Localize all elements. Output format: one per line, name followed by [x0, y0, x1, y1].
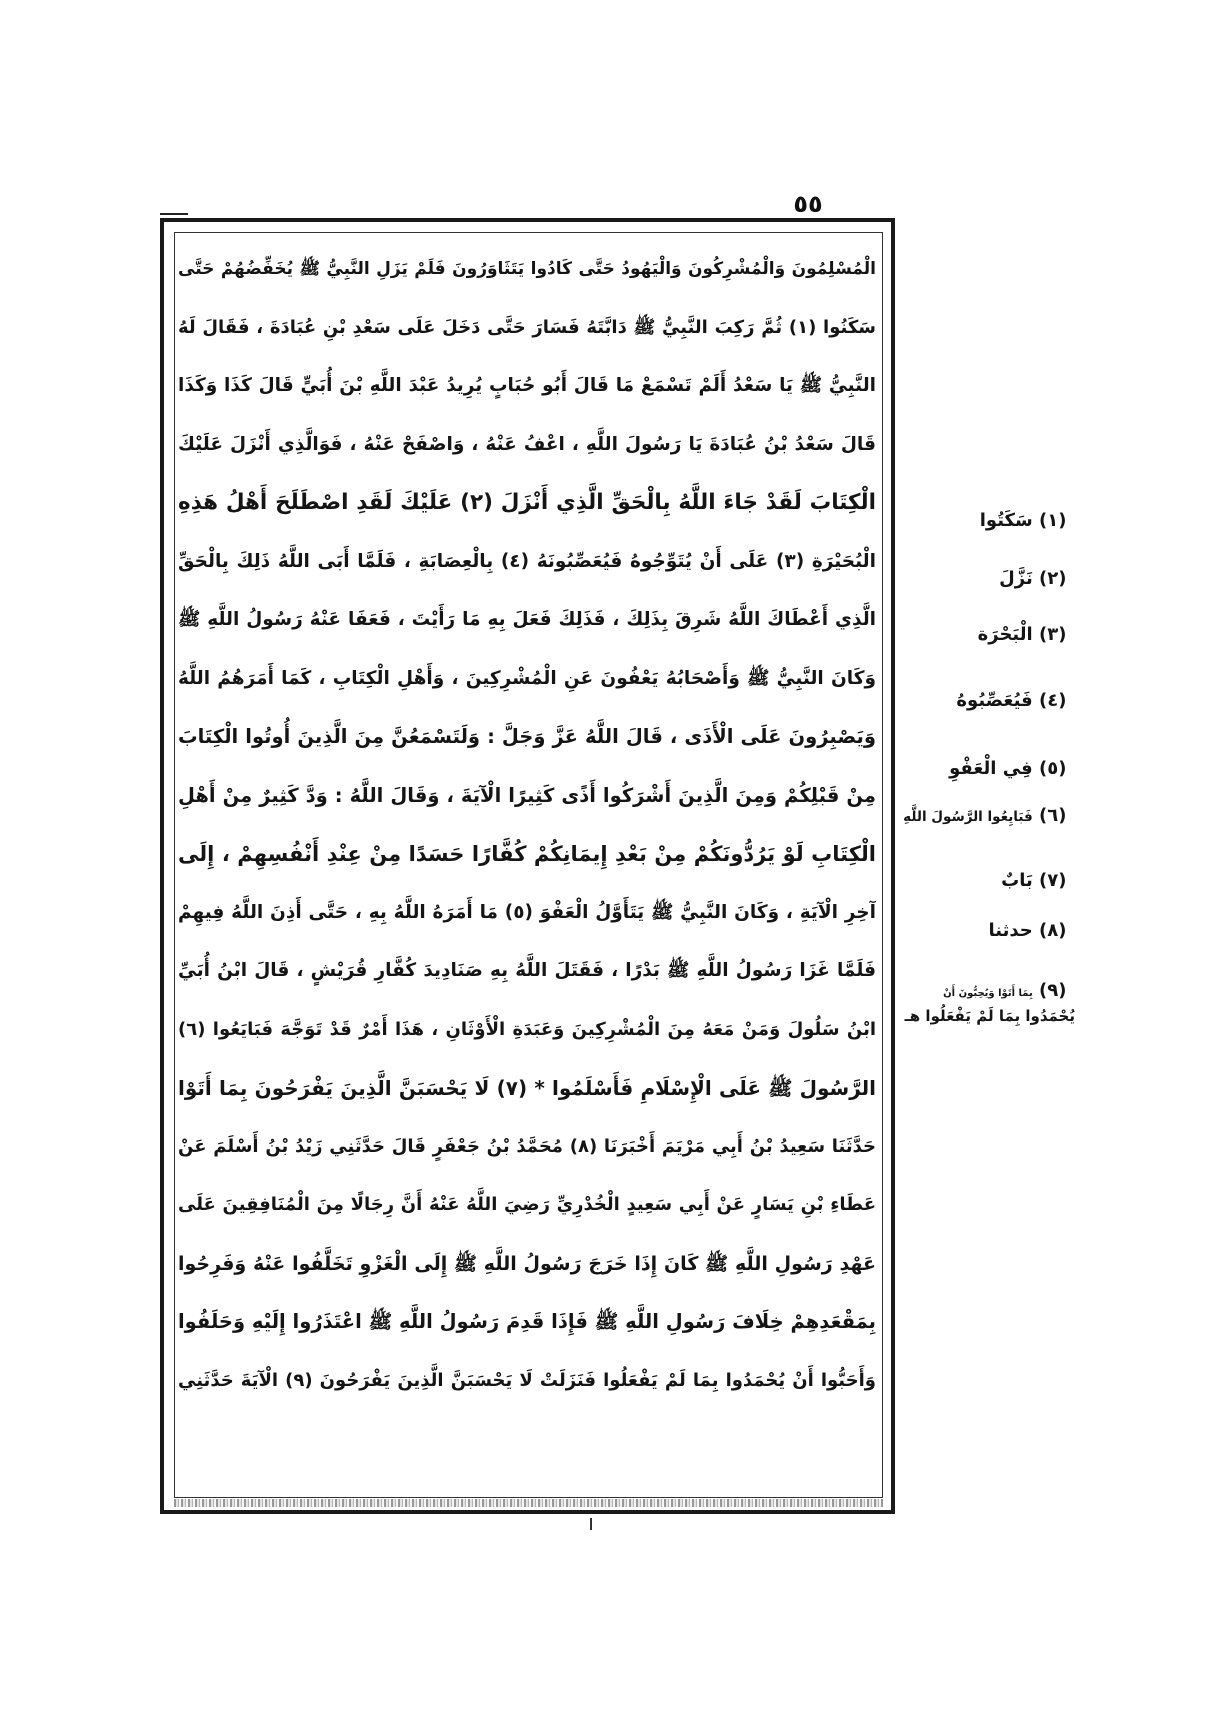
text-line: وَأَحَبُّوا أَنْ يُحْمَدُوا بِمَا لَمْ يَفْعَلُوا فَنَزَلَتْ لَا يَحْسَبَنَّ الَّذِينَ يَفْرَحُونَ (٩) الْآيَةَ حَدَّثَنِي	[178, 1369, 876, 1391]
footnote-text: الْبَحْرَة	[977, 624, 1033, 645]
footnote-7	[905, 870, 1075, 891]
text-line: النَّبِيُّ ﷺ يَا سَعْدُ أَلَمْ تَسْمَعْ مَا قَالَ أَبُو حُبَابٍ يُرِيدُ عَبْدَ اللَّهِ بْنَ أُبَيٍّ قَالَ كَذَا وَكَذَا	[178, 375, 876, 396]
text-line: الْبُحَيْرَةِ (٣) عَلَى أَنْ يُتَوِّجُوهُ فَيُعَصِّبُونَهُ (٤) بِالْعِصَابَةِ ، فَلَمَّا أَبَى اللَّهُ ذَلِكَ بِالْحَقِّ	[178, 550, 876, 572]
footnote-1	[905, 510, 1075, 531]
text-line: فَلَمَّا غَزَا رَسُولُ اللَّهِ ﷺ بَدْرًا ، فَقَتَلَ اللَّهُ بِهِ صَنَادِيدَ كُفَّارِ قُرَيْشٍ ، قَالَ ابْنُ أُبَيِّ	[178, 960, 876, 981]
text-line: عَطَاءِ بْنِ يَسَارٍ عَنْ أَبِي سَعِيدٍ الْخُدْرِيِّ رَضِيَ اللَّهُ عَنْهُ أَنَّ رِجَالًا مِنَ الْمُنَافِقِينَ عَلَى	[178, 1194, 876, 1215]
footnote-text: بَابٌ	[1001, 870, 1033, 891]
footnote-number: (٧)	[1039, 870, 1067, 891]
footnote-text: نَزَّلَ	[999, 568, 1033, 589]
text-line: عَهْدِ رَسُولِ اللَّهِ ﷺ كَانَ إِذَا خَرَجَ رَسُولُ اللَّهِ ﷺ إِلَى الْغَزْوِ تَخَلَّفُوا عَنْهُ وَفَرِحُوا	[178, 1252, 876, 1275]
top-rule	[160, 213, 188, 215]
footnote-continuation: يُحْمَدُوا بِمَا لَمْ يَفْعَلُوا هـ	[904, 1007, 1075, 1025]
text-line: حَدَّثَنَا سَعِيدُ بْنُ أَبِي مَرْيَمَ أَخْبَرَنَا (٨) مُحَمَّدُ بْنُ جَعْفَرٍ قَالَ حَدَّثَنِي زَيْدُ بْنُ أَسْلَمَ عَنْ	[178, 1135, 876, 1157]
text-line: وَيَصْبِرُونَ عَلَى الْأَذَى ، قَالَ اللَّهُ عَزَّ وَجَلَّ : وَلَتَسْمَعُنَّ مِنَ الَّذِينَ أُوتُوا الْكِتَابَ	[178, 725, 876, 748]
footnote-number: (٩)	[1039, 980, 1067, 1001]
text-line: الَّذِي أَعْطَاكَ اللَّهُ شَرِقَ بِذَلِكَ ، فَذَلِكَ فَعَلَ بِهِ مَا رَأَيْتَ ، فَعَفَا عَنْهُ رَسُولُ اللَّهِ ﷺ	[178, 609, 876, 630]
text-line: ابْنُ سَلُولَ وَمَنْ مَعَهُ مِنَ الْمُشْرِكِينَ وَعَبَدَةِ الْأَوْثَانِ ، هَذَا أَمْرٌ قَدْ تَوَجَّهَ فَبَايَعُوا (٦)	[178, 1018, 876, 1040]
footnote-number: (٥)	[1039, 758, 1067, 779]
footnote-text: فَيُعَصِّبُوهُ	[956, 690, 1033, 711]
footnote-3	[905, 624, 1075, 645]
text-line: وَكَانَ النَّبِيُّ ﷺ وَأَصْحَابُهُ يَعْفُونَ عَنِ الْمُشْرِكِينَ ، وَأَهْلِ الْكِتَابِ ، كَمَا أَمَرَهُمُ اللَّهُ	[178, 667, 876, 689]
footnote-4	[905, 690, 1075, 711]
footnote-8	[905, 920, 1075, 941]
footnote-text: بِمَا أَتَوْا وَيُحِبُّونَ أَنْ	[943, 988, 1033, 999]
footnote-number: (٣)	[1039, 624, 1067, 645]
footnote-9	[905, 980, 1075, 1025]
footnote-text: سَكَتُوا	[979, 510, 1033, 531]
footnote-6	[905, 805, 1075, 826]
main-text-column	[178, 240, 876, 1480]
text-line: قَالَ سَعْدُ بْنُ عُبَادَةَ يَا رَسُولَ اللَّهِ ، اعْفُ عَنْهُ ، وَاصْفَحْ عَنْهُ ، فَوَالَّذِي أَنْزَلَ عَلَيْكَ	[178, 433, 876, 455]
text-line: آخِرِ الْآيَةِ ، وَكَانَ النَّبِيُّ ﷺ يَتَأَوَّلُ الْعَفْوَ (٥) مَا أَمَرَهُ اللَّهُ بِهِ ، حَتَّى أَذِنَ اللَّهُ فِيهِمْ	[178, 901, 876, 923]
footnote-number: (٦)	[1039, 805, 1067, 826]
footnote-number: (٢)	[1039, 568, 1067, 589]
text-line: الرَّسُولَ ﷺ عَلَى الْإِسْلَامِ فَأَسْلَمُوا * (٧) لَا يَحْسَبَنَّ الَّذِينَ يَفْرَحُونَ بِمَا أَتَوْا	[178, 1076, 876, 1100]
footnote-number: (٤)	[1039, 690, 1067, 711]
footnote-number: (٨)	[1039, 920, 1067, 941]
text-line: مِنْ قَبْلِكُمْ وَمِنَ الَّذِينَ أَشْرَكُوا أَذًى كَثِيرًا الْآيَةَ ، وَقَالَ اللَّهُ : وَدَّ كَثِيرٌ مِنْ أَهْلِ	[178, 783, 876, 807]
text-line: الْمُسْلِمُونَ وَالْمُشْرِكُونَ وَالْيَهُودُ حَتَّى كَادُوا يَتَثَاوَرُونَ فَلَمْ يَزَلِ النَّبِيُّ ﷺ يُخَفِّضُهُمْ حَتَّى	[178, 259, 876, 279]
footnote-number: (١)	[1039, 510, 1067, 531]
frame-bottom-border	[174, 1499, 883, 1507]
text-line: سَكَنُوا (١) ثُمَّ رَكِبَ النَّبِيُّ ﷺ دَابَّتَهُ فَسَارَ حَتَّى دَخَلَ عَلَى سَعْدِ بْنِ عُبَادَةَ ، فَقَالَ لَهُ	[178, 316, 876, 338]
footnote-text: فِي الْعَفْوِ	[949, 758, 1033, 779]
page-number: ٥٥	[793, 190, 823, 218]
text-line: بِمَقْعَدِهِمْ خِلَافَ رَسُولِ اللَّهِ ﷺ فَإِذَا قَدِمَ رَسُولُ اللَّهِ ﷺ اعْتَذَرُوا إِلَيْهِ وَحَلَفُوا	[178, 1310, 876, 1333]
text-line: الْكِتَابِ لَوْ يَرُدُّونَكُمْ مِنْ بَعْدِ إِيمَانِكُمْ كُفَّارًا حَسَدًا مِنْ عِنْدِ أَنْفُسِهِمْ ، إِلَى	[178, 842, 876, 866]
footnote-2	[905, 568, 1075, 589]
footnote-text: حدثنا	[988, 920, 1033, 941]
text-line: الْكِتَابَ لَقَدْ جَاءَ اللَّهُ بِالْحَقِّ الَّذِي أَنْزَلَ (٢) عَلَيْكَ لَقَدِ اصْطَلَحَ أَهْلُ هَذِهِ	[178, 490, 876, 515]
bottom-tick-mark	[590, 1518, 592, 1530]
footnote-text: فَبَايِعُوا الرَّسُولَ اللَّهِ	[903, 809, 1033, 825]
footnote-5	[905, 758, 1075, 779]
